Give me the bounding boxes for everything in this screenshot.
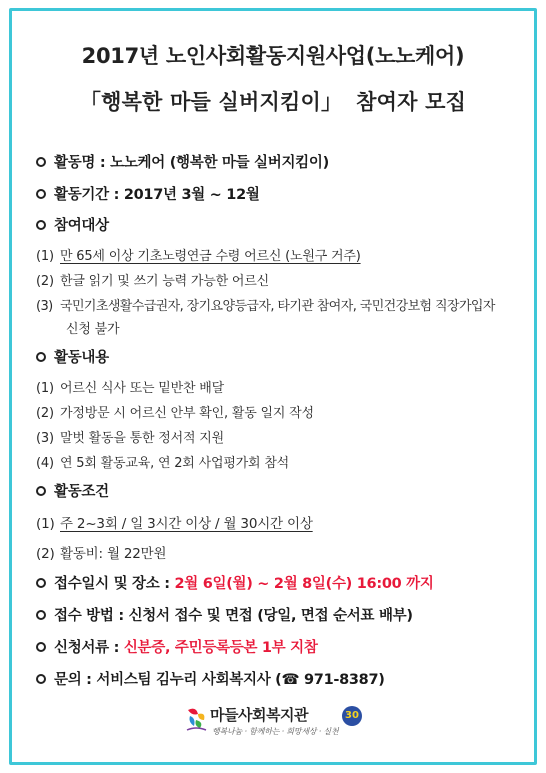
poster-title-line2 bbox=[0, 86, 546, 116]
documents-label: 신청서류 : bbox=[54, 640, 120, 656]
item-text: 어르신 식사 또는 밑반찬 배달 bbox=[60, 381, 225, 396]
method-value: 신청서 접수 및 면접 (당일, 면접 순서표 배부) bbox=[128, 608, 413, 624]
activity-item bbox=[36, 402, 314, 421]
activity-item bbox=[36, 377, 224, 396]
center-tagline: 행복나눔 · 함께하는 · 희망세상 · 실천 bbox=[212, 727, 339, 736]
item-number: (1) bbox=[36, 516, 55, 532]
item-text: 주 2~3회 / 일 3시간 이상 / 월 30시간 이상 bbox=[60, 516, 313, 532]
circle-bullet-icon bbox=[36, 610, 46, 620]
item-number: (2) bbox=[36, 546, 55, 562]
eligibility-item bbox=[36, 270, 269, 289]
eligibility-item bbox=[36, 295, 495, 314]
item-number: (2) bbox=[36, 406, 54, 421]
center-emblem-icon bbox=[184, 706, 208, 732]
circle-bullet-icon bbox=[36, 189, 46, 199]
activity-item bbox=[36, 452, 289, 471]
item-text: 국민기초생활수급권자, 장기요양등급자, 타기관 참여자, 국민건강보험 직장가입자 bbox=[60, 299, 495, 314]
documents-row bbox=[36, 636, 318, 657]
reception-row bbox=[36, 572, 434, 593]
title-bracket-open: 「 bbox=[79, 90, 102, 114]
activity-name-label: 활동명 : bbox=[54, 155, 106, 171]
item-number: (3) bbox=[36, 299, 53, 314]
eligibility-heading bbox=[36, 214, 109, 235]
item-number: (1) bbox=[36, 381, 54, 396]
method-label: 접수 방법 : bbox=[54, 608, 124, 624]
inquiry-label: 문의 : bbox=[54, 672, 92, 688]
activity-name-value: 노노케어 (행복한 마들 실버지킴이) bbox=[110, 155, 329, 171]
activity-name-row bbox=[36, 151, 329, 172]
item-text: 만 65세 이상 기초노령연금 수령 어르신 (노원구 거주) bbox=[60, 249, 361, 264]
item-text: 가정방문 시 어르신 안부 확인, 활동 일지 작성 bbox=[60, 406, 314, 421]
poster-title-line1: 2017년 노인사회활동지원사업(노노케어) bbox=[81, 44, 465, 68]
method-row bbox=[36, 604, 413, 625]
title-bracket-close: 」 bbox=[320, 90, 343, 114]
conditions-heading-text: 활동조건 bbox=[54, 484, 109, 500]
reception-value: 2월 6일(월) ~ 2월 8일(수) 16:00 까지 bbox=[174, 576, 434, 592]
circle-bullet-icon bbox=[36, 486, 46, 496]
circle-bullet-icon bbox=[36, 352, 46, 362]
anniversary-badge-icon: 30 bbox=[342, 706, 362, 726]
conditions-heading bbox=[36, 480, 109, 501]
reception-label: 접수일시 및 장소 : bbox=[54, 576, 170, 592]
title-program-name: 행복한 마들 실버지킴이 bbox=[101, 90, 321, 114]
item-text: 활동비: 월 22만원 bbox=[60, 546, 167, 562]
circle-bullet-icon bbox=[36, 674, 46, 684]
circle-bullet-icon bbox=[36, 642, 46, 652]
condition-item bbox=[36, 542, 166, 562]
item-number: (3) bbox=[36, 431, 54, 446]
activity-period-label: 활동기간 : bbox=[54, 187, 120, 203]
item-text: 연 5회 활동교육, 연 2회 사업평가회 참석 bbox=[60, 456, 290, 471]
inquiry-value: 서비스팀 김누리 사회복지사 (☎ 971-8387) bbox=[96, 672, 385, 688]
activities-heading bbox=[36, 346, 109, 367]
title-recruit-text: 참여자 모집 bbox=[356, 90, 467, 114]
activity-period-value: 2017년 3월 ~ 12월 bbox=[123, 187, 260, 203]
circle-bullet-icon bbox=[36, 578, 46, 588]
circle-bullet-icon bbox=[36, 157, 46, 167]
activity-period-row bbox=[36, 183, 260, 204]
eligibility-item bbox=[36, 245, 361, 264]
item-number: (2) bbox=[36, 274, 54, 289]
welfare-center-logo bbox=[184, 700, 374, 744]
center-name: 마들사회복지관 bbox=[210, 706, 308, 724]
activities-heading-text: 활동내용 bbox=[54, 350, 109, 366]
item-text: 한글 읽기 및 쓰기 능력 가능한 어르신 bbox=[60, 274, 269, 289]
item-text: 말벗 활동을 통한 정서적 지원 bbox=[60, 431, 225, 446]
item-number: (4) bbox=[36, 456, 54, 471]
circle-bullet-icon bbox=[36, 220, 46, 230]
eligibility-heading-text: 참여대상 bbox=[54, 218, 109, 234]
documents-value: 신분증, 주민등록등본 1부 지참 bbox=[123, 640, 318, 656]
activity-item bbox=[36, 427, 224, 446]
eligibility-item-continuation: 신청 불가 bbox=[66, 322, 120, 337]
condition-item bbox=[36, 512, 313, 532]
item-number: (1) bbox=[36, 249, 54, 264]
inquiry-row bbox=[36, 668, 385, 689]
